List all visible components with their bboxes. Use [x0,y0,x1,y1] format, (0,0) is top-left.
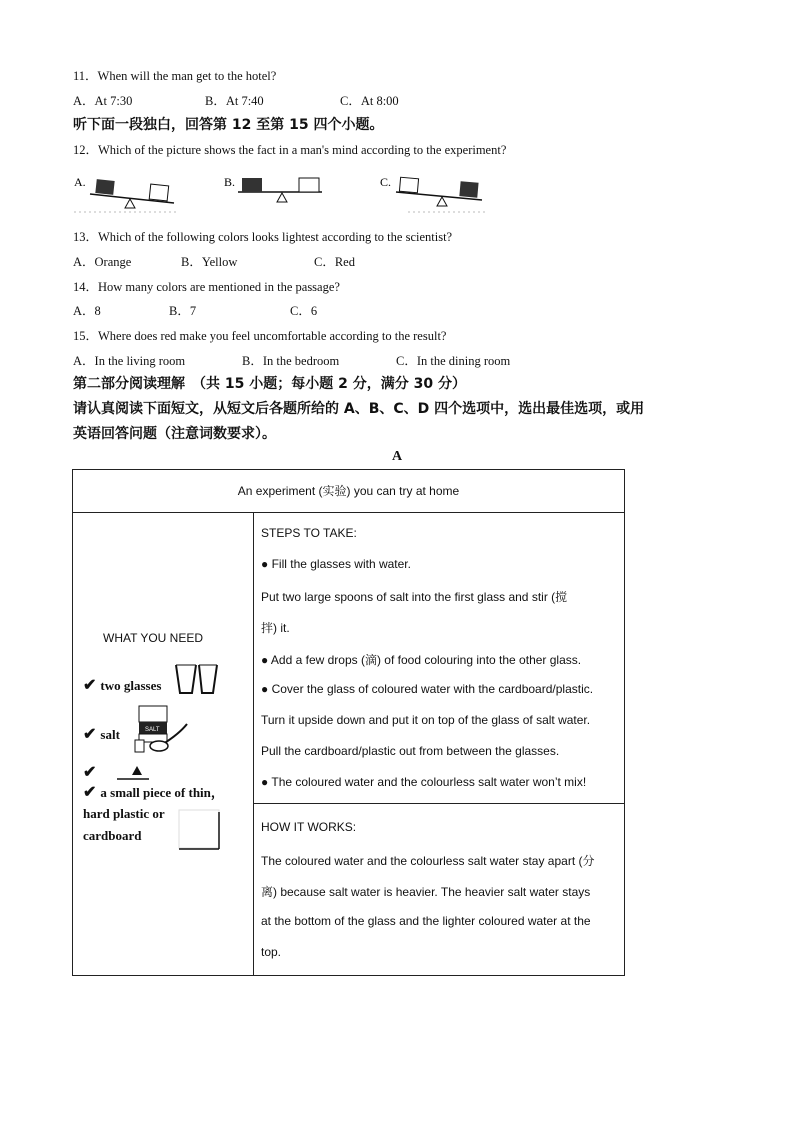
part2-instruction-line2: 英语回答问题（注意词数要求）。 [73,426,276,442]
step-line: ● The coloured water and the colourless salt water won’t mix! [261,775,587,789]
q13-option-a: A．Orange [73,255,132,269]
section-monologue-heading: 听下面一段独白，回答第 12 至第 15 四个小题。 [73,117,384,133]
need-salt-label: salt [100,727,120,742]
q15-option-c: C．In the dining room [396,354,511,368]
row-divider [254,803,624,804]
q11-option-b: B．At 7:40 [205,94,264,108]
balance-image-a [72,172,182,214]
spoon-icon [115,764,151,782]
q15-option-a: A．In the living room [73,354,186,368]
experiment-table [72,469,625,976]
cardboard-icon [177,808,223,852]
question-12: 12．Which of the picture shows the fact in a man's mind according to the experiment? [73,143,507,157]
need-item-plastic [83,782,224,802]
need-item-glasses [83,675,161,695]
need-item-spoon [83,762,100,782]
step-line: ● Cover the glass of coloured water with the cardboard/plastic. [261,682,594,696]
balance-image-c [378,172,490,214]
question-11: 11．When will the man get to the hotel? [73,69,277,83]
need-plastic-line2: hard plastic or [83,806,165,821]
how-line: top. [261,945,282,959]
steps-title: STEPS TO TAKE: [261,526,357,540]
q11-option-a: A．At 7:30 [73,94,133,108]
step-line: ● Add a few drops (滴) of food colouring into the other glass. [261,653,582,667]
step-line: Pull the cardboard/plastic out from between the glasses. [261,744,560,758]
q15-option-b: B．In the bedroom [242,354,340,368]
how-line: The coloured water and the colourless salt water stay apart (分 [261,854,595,868]
need-plastic-line3: cardboard [83,828,142,843]
how-line: at the bottom of the glass and the lighter coloured water at the [261,914,591,928]
check-icon: ✔ [83,784,97,801]
glasses-icon [173,662,221,696]
part2-instruction-line1: 请认真阅读下面短文，从短文后各题所给的 A、B、C、D 四个选项中，选出最佳选项，或用 [73,401,645,417]
q14-option-c: C．6 [290,304,318,318]
table-header: An experiment (实验) you can try at home [73,470,624,513]
option-c-label: C. [380,175,392,189]
need-plastic-line1: a small piece of thin， [100,785,224,800]
balance-image-b [222,172,332,214]
q13-option-c: C．Red [314,255,355,269]
q14-option-a: A．8 [73,304,101,318]
question-14: 14．How many colors are mentioned in the passage? [73,280,340,294]
column-divider [253,512,254,975]
need-glasses-label: two glasses [100,678,162,693]
what-you-need-title: WHAT YOU NEED [103,631,204,645]
check-icon: ✔ [83,726,97,743]
q11-option-c: C．At 8:00 [340,94,399,108]
how-line: 离) because salt water is heavier. The heavier salt water stays [261,885,591,899]
check-icon: ✔ [83,677,97,694]
step-line: Put two large spoons of salt into the first glass and stir (搅 [261,590,568,604]
q13-option-b: B．Yellow [181,255,238,269]
salt-and-spoon-icon [133,702,191,756]
step-line: Turn it upside down and put it on top of the glass of salt water. [261,713,591,727]
step-line: ● Fill the glasses with water. [261,557,411,571]
step-line: 拌) it. [261,621,290,635]
question-13: 13．Which of the following colors looks lightest according to the scientist? [73,230,453,244]
question-15: 15．Where does red make you feel uncomfortable according to the result? [73,329,447,343]
need-item-salt [83,724,120,744]
how-it-works-title: HOW IT WORKS: [261,820,357,834]
q14-option-b: B．7 [169,304,197,318]
check-icon: ✔ [83,764,97,781]
part2-title: 第二部分阅读理解 （共 15 小题；每小题 2 分，满分 30 分） [73,376,466,392]
salt-pack-label: SALT [145,727,160,733]
passage-label: A [391,449,403,464]
option-a-label: A. [74,175,86,189]
option-b-label: B. [224,175,236,189]
